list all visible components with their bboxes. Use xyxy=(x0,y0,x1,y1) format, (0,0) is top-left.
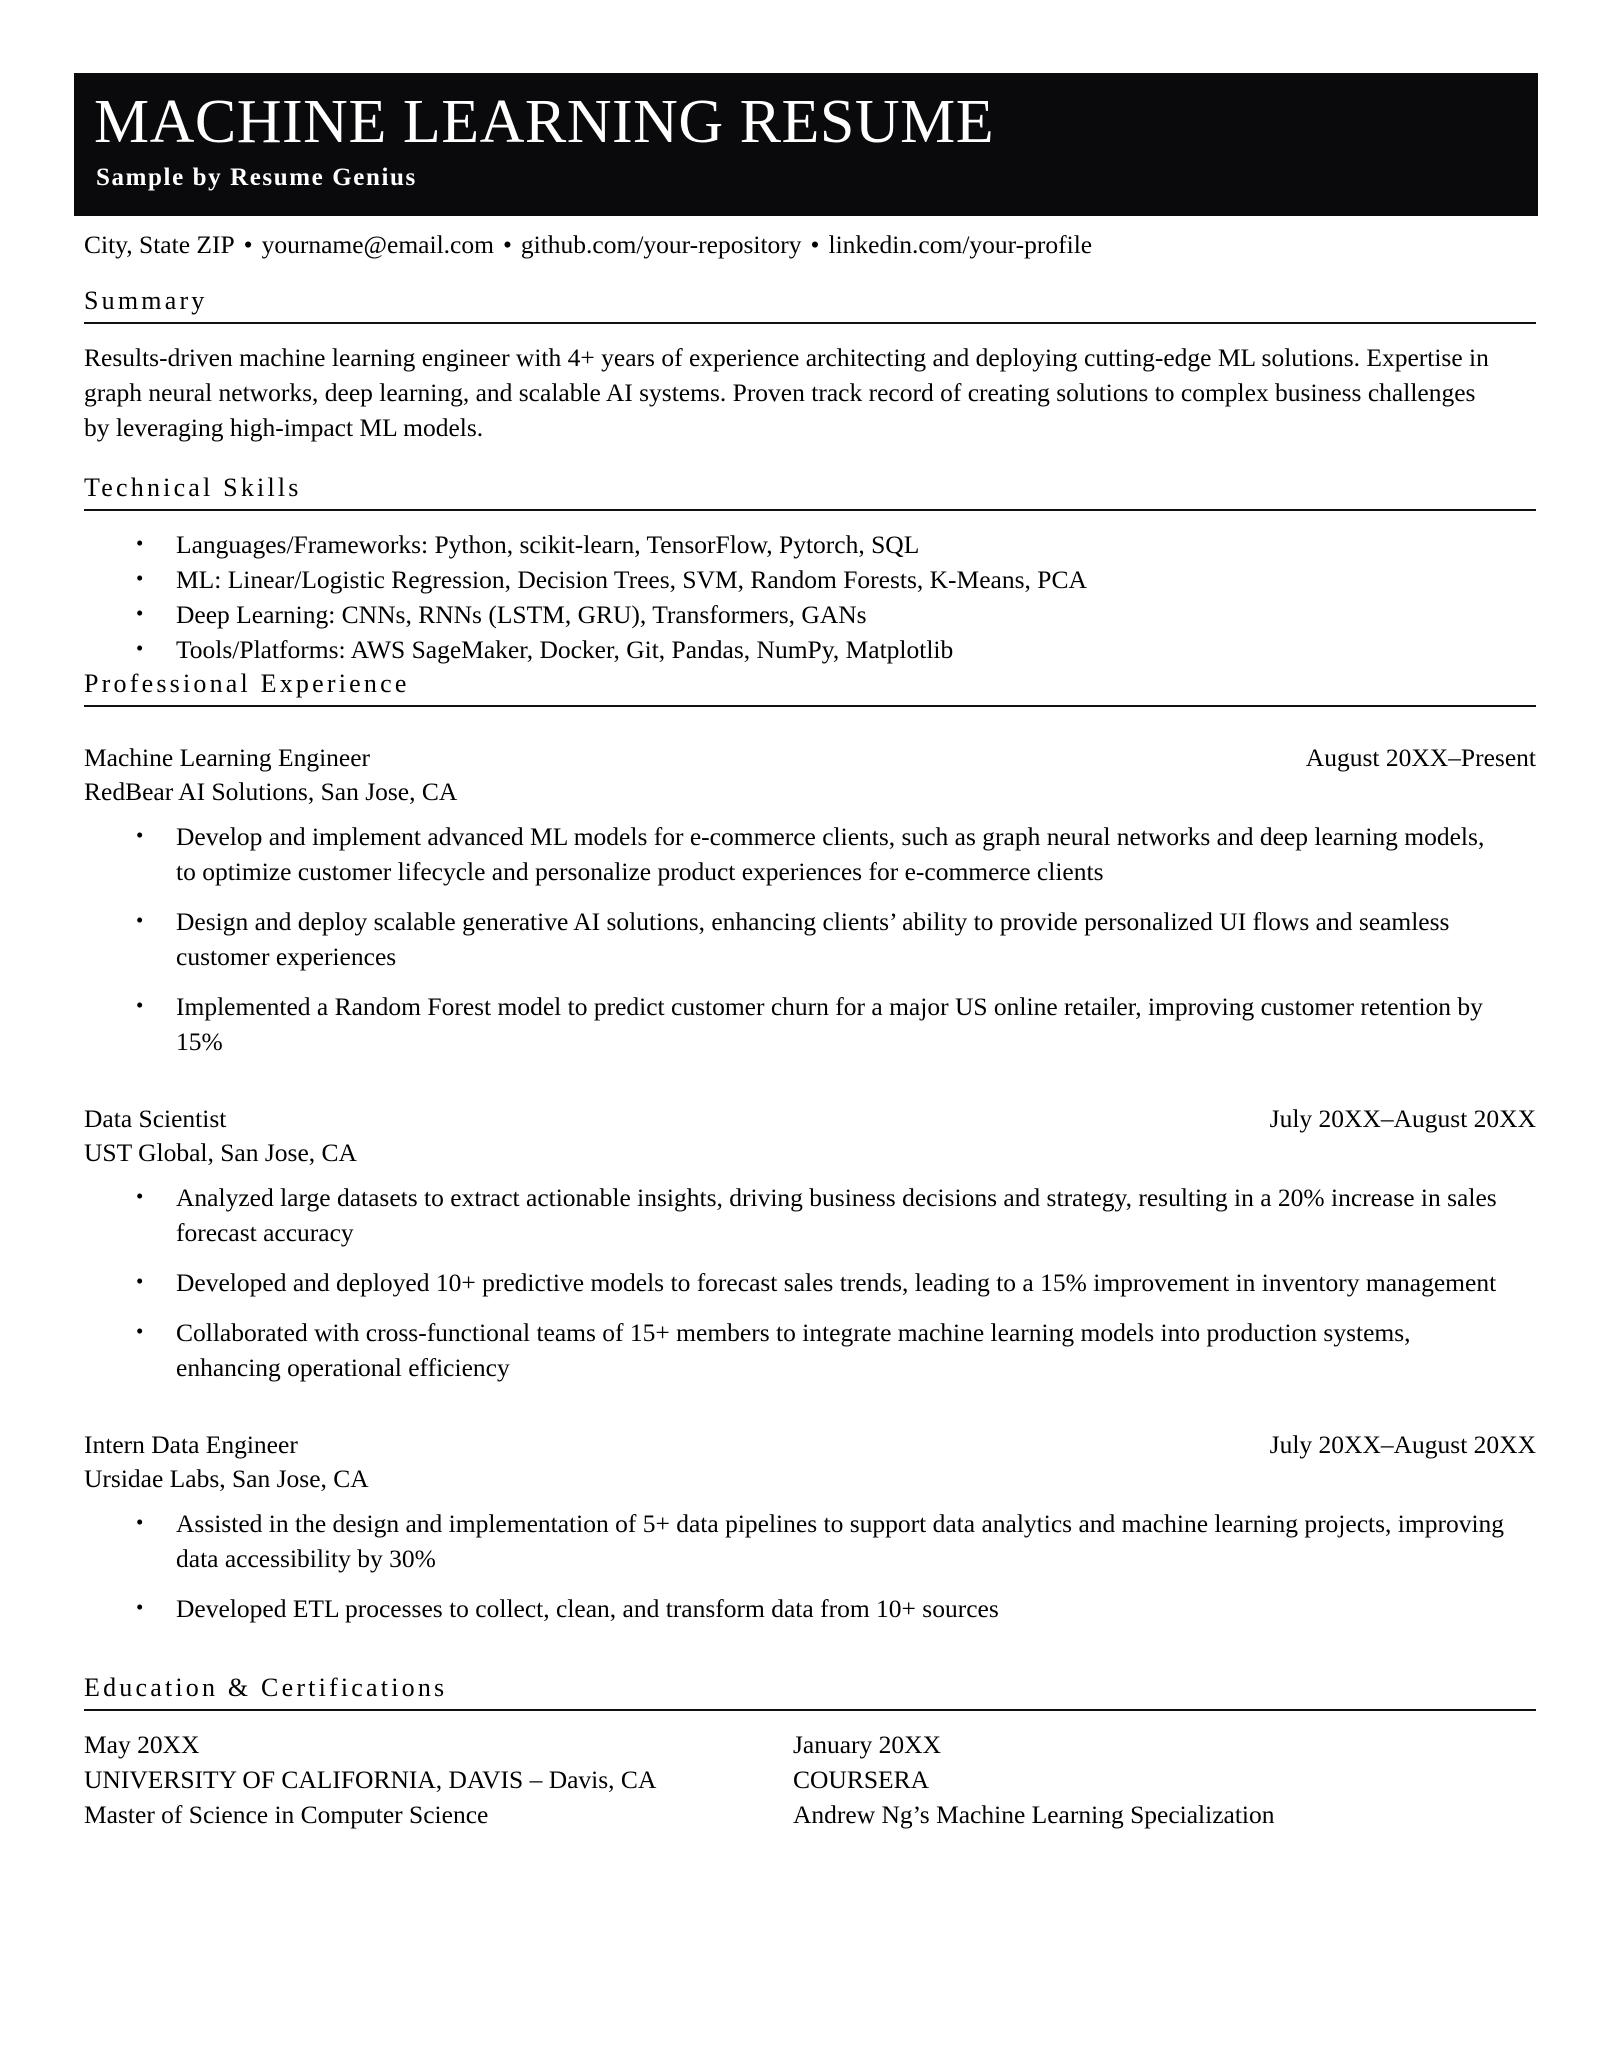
page-title: MACHINE LEARNING RESUME xyxy=(94,88,995,156)
experience-entry-header xyxy=(84,741,1536,775)
spacer xyxy=(84,1400,1536,1428)
list-item: • Languages/Frameworks: Python, scikit-learn, TensorFlow, Pytorch, SQL xyxy=(84,527,1536,562)
technical-skills-list xyxy=(84,527,1536,667)
contact-separator-1: • xyxy=(243,230,253,259)
job-company: Ursidae Labs, San Jose, CA xyxy=(84,1464,369,1493)
education-date: May 20XX xyxy=(84,1730,200,1759)
section-heading-education-certifications: Education & Certifications xyxy=(84,1671,1536,1711)
section-technical-skills xyxy=(84,471,1536,667)
section-heading-summary: Summary xyxy=(84,284,1536,324)
section-heading-technical-skills: Technical Skills xyxy=(84,471,1536,511)
list-item: • Tools/Platforms: AWS SageMaker, Docker, Git, Pandas, NumPy, Matplotlib xyxy=(84,632,1536,667)
education-entry xyxy=(793,1727,1536,1832)
contact-location: City, State ZIP xyxy=(84,230,235,259)
experience-entry xyxy=(84,741,1536,1059)
contact-line xyxy=(84,228,1536,262)
list-item: • ML: Linear/Logistic Regression, Decision Trees, SVM, Random Forests, K-Means, PCA xyxy=(84,562,1536,597)
contact-separator-2: • xyxy=(502,230,512,259)
education-institution: COURSERA xyxy=(793,1765,930,1794)
list-item: • Implemented a Random Forest model to predict customer churn for a major US online retailer, improving customer retention by 15% xyxy=(84,989,1506,1059)
job-bullet-list xyxy=(84,819,1536,1059)
education-institution: UNIVERSITY OF CALIFORNIA, DAVIS – Davis, CA xyxy=(84,1765,657,1794)
contact-email[interactable]: yourname@email.com xyxy=(261,230,494,259)
list-item: • Develop and implement advanced ML models for e-commerce clients, such as graph neural networks and deep learning models, to optimize customer lifecycle and personalize product experiences for e-commerce clients xyxy=(84,819,1506,889)
list-item: • Deep Learning: CNNs, RNNs (LSTM, GRU), Transformers, GANs xyxy=(84,597,1536,632)
experience-entry-header xyxy=(84,1428,1536,1462)
list-item: • Developed ETL processes to collect, clean, and transform data from 10+ sources xyxy=(84,1591,1506,1626)
list-item: • Assisted in the design and implementation of 5+ data pipelines to support data analytics and machine learning projects, improving data accessibility by 30% xyxy=(84,1506,1506,1576)
job-company: RedBear AI Solutions, San Jose, CA xyxy=(84,777,458,806)
education-entry xyxy=(84,1727,793,1832)
resume-content xyxy=(84,228,1536,1832)
contact-github[interactable]: github.com/your-repository xyxy=(520,230,802,259)
spacer xyxy=(84,723,1536,741)
section-professional-experience xyxy=(84,667,1536,1626)
experience-entry xyxy=(84,1102,1536,1385)
contact-linkedin[interactable]: linkedin.com/your-profile xyxy=(828,230,1093,259)
job-bullet-list xyxy=(84,1506,1536,1626)
job-dates: July 20XX–August 20XX xyxy=(1269,1430,1536,1459)
summary-text: Results-driven machine learning engineer with 4+ years of experience architecting and deploying cutting-edge ML solutions. Expertise in graph neural networks, deep learning, and scalable AI systems. Proven track record of creating solutions to complex business challenges by leveraging high-impact ML models. xyxy=(84,343,1489,442)
education-credential: Master of Science in Computer Science xyxy=(84,1800,489,1829)
list-item: • Analyzed large datasets to extract actionable insights, driving business decisions and strategy, resulting in a 20% increase in sales forecast accuracy xyxy=(84,1180,1506,1250)
section-education-certifications xyxy=(84,1671,1536,1832)
contact-separator-3: • xyxy=(810,230,820,259)
header-subtitle: Sample by Resume Genius xyxy=(96,164,417,191)
experience-entry xyxy=(84,1428,1536,1626)
job-dates: August 20XX–Present xyxy=(1305,743,1536,772)
job-title: Data Scientist xyxy=(84,1104,227,1133)
list-item: • Design and deploy scalable generative AI solutions, enhancing clients’ ability to provide personalized UI flows and seamless customer experiences xyxy=(84,904,1506,974)
job-company: UST Global, San Jose, CA xyxy=(84,1138,357,1167)
section-heading-professional-experience: Professional Experience xyxy=(84,667,1536,707)
list-item: • Collaborated with cross-functional teams of 15+ members to integrate machine learning models into production systems, enhancing operational efficiency xyxy=(84,1315,1506,1385)
job-dates: July 20XX–August 20XX xyxy=(1269,1104,1536,1133)
list-item: • Developed and deployed 10+ predictive models to forecast sales trends, leading to a 15% improvement in inventory management xyxy=(84,1265,1506,1300)
job-title: Machine Learning Engineer xyxy=(84,743,371,772)
resume-header-band xyxy=(74,73,1538,216)
spacer xyxy=(84,1074,1536,1102)
education-credential: Andrew Ng’s Machine Learning Specialization xyxy=(793,1800,1275,1829)
experience-entry-header xyxy=(84,1102,1536,1136)
job-title: Intern Data Engineer xyxy=(84,1430,298,1459)
section-summary xyxy=(84,284,1536,445)
job-bullet-list xyxy=(84,1180,1536,1385)
spacer xyxy=(84,1641,1536,1671)
education-columns xyxy=(84,1727,1536,1832)
education-date: January 20XX xyxy=(793,1730,942,1759)
